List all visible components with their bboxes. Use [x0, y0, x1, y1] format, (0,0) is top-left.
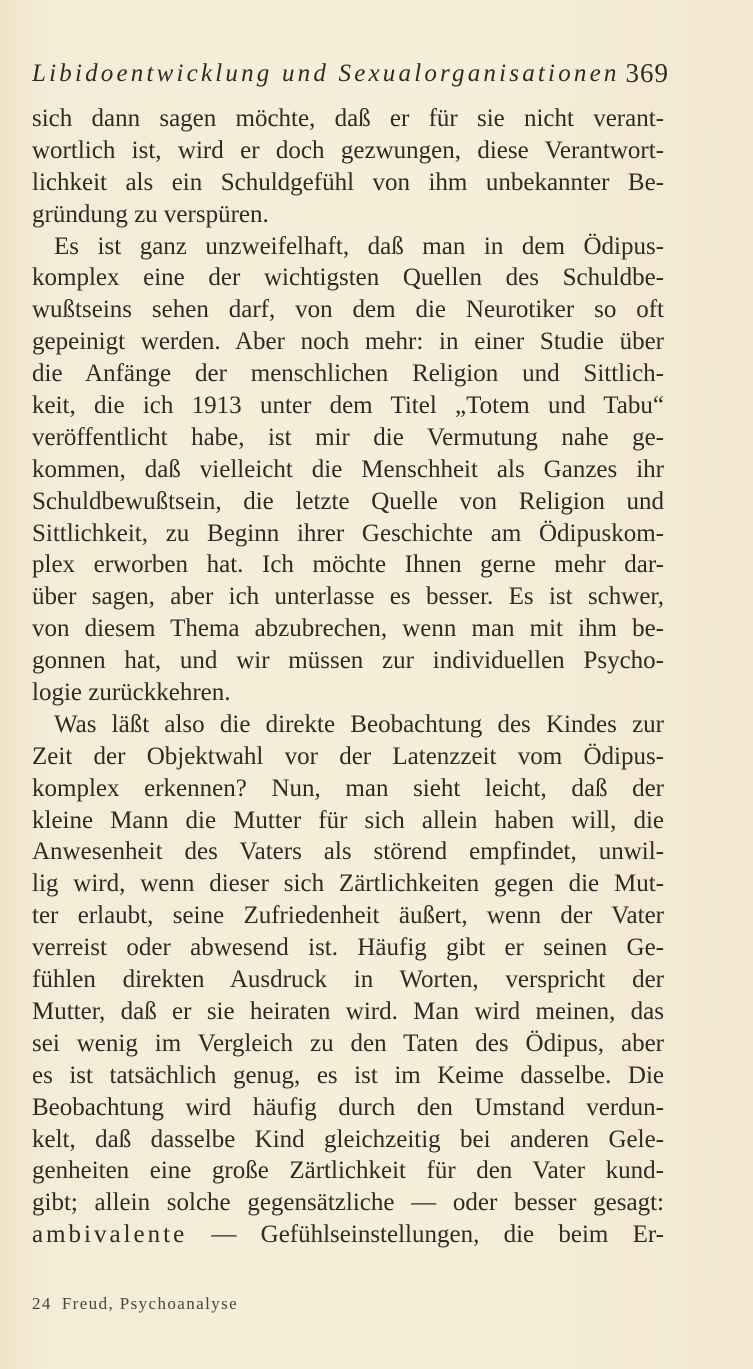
text-line: genheiten eine große Zärtlichkeit für den Vater kund-	[32, 1157, 664, 1185]
text-line-last	[32, 1219, 664, 1251]
text-line: es ist tatsächlich genug, es ist im Keime dasselbe. Die	[32, 1061, 664, 1089]
text-line: Es ist ganz unzweifelhaft, daß man in dem Ödipus-	[54, 232, 664, 260]
body-text	[32, 103, 664, 1251]
text-line: wußtseins sehen darf, von dem die Neurotiker so oft	[32, 296, 664, 324]
text-line: veröffentlicht habe, ist mir die Vermutung nahe ge-	[32, 423, 664, 451]
text-line: lig wird, wenn dieser sich Zärtlichkeiten gegen die Mut-	[32, 870, 664, 898]
emphasized-term: ambivalente	[32, 1221, 188, 1249]
text-line: von diesem Thema abzubrechen, wenn man mit ihm be-	[32, 615, 664, 643]
text-line: über sagen, aber ich unterlasse es besser. Es ist schwer,	[32, 583, 664, 611]
text-line: logie zurückkehren.	[32, 679, 231, 707]
signature-footer	[32, 1294, 238, 1314]
text-line: wortlich ist, wird er doch gezwungen, diese Verantwort-	[32, 136, 664, 164]
text-line: gibt; allein solche gegensätzliche — oder besser gesagt:	[32, 1189, 664, 1217]
text-line: ter erlaubt, seine Zufriedenheit äußert, wenn der Vater	[32, 902, 664, 930]
running-title: Libidoentwicklung und Sexualorganisationen	[32, 60, 620, 87]
footer-text: Freud, Psychoanalyse	[61, 1294, 239, 1313]
text-line: keit, die ich 1913 unter dem Titel „Totem und Tabu“	[32, 392, 664, 420]
text-line: kelt, daß dasselbe Kind gleichzeitig bei anderen Gele-	[32, 1125, 664, 1153]
text-line: plex erworben hat. Ich möchte Ihnen gerne mehr dar-	[32, 551, 664, 579]
text-line: sei wenig im Vergleich zu den Taten des Ödipus, aber	[32, 1029, 664, 1057]
text-line: Zeit der Objektwahl vor der Latenzzeit vom Ödipus-	[32, 742, 664, 770]
text-line: lichkeit als ein Schuldgefühl von ihm unbekannter Be-	[32, 168, 664, 196]
text-line: Schuldbewußtsein, die letzte Quelle von Religion und	[32, 487, 664, 515]
text-line: kommen, daß vielleicht die Menschheit als Ganzes ihr	[32, 455, 664, 483]
text-line: Anwesenheit des Vaters als störend empfindet, unwil-	[32, 838, 664, 866]
text-line-rest: — Gefühlseinstellungen, die beim Er-	[187, 1221, 664, 1249]
text-line: gonnen hat, und wir müssen zur individuellen Psycho-	[32, 647, 664, 675]
text-line: Was läßt also die direkte Beobachtung des Kindes zur	[54, 710, 664, 738]
text-line: gepeinigt werden. Aber noch mehr: in einer Studie über	[32, 328, 664, 356]
page-number: 369	[625, 58, 669, 88]
text-line: kleine Mann die Mutter für sich allein haben will, die	[32, 806, 664, 834]
text-line: sich dann sagen möchte, daß er für sie nicht verant-	[32, 105, 664, 132]
signature-mark: 24	[32, 1294, 52, 1313]
text-line: Beobachtung wird häufig durch den Umstand verdun-	[32, 1093, 664, 1121]
text-line: Mutter, daß er sie heiraten wird. Man wird meinen, das	[32, 997, 664, 1025]
text-line: fühlen direkten Ausdruck in Worten, verspricht der	[32, 966, 664, 994]
text-line: komplex erkennen? Nun, man sieht leicht, daß der	[32, 774, 664, 802]
text-line: Sittlichkeit, zu Beginn ihrer Geschichte am Ödipuskom-	[32, 519, 664, 547]
text-line: verreist oder abwesend ist. Häufig gibt er seinen Ge-	[32, 934, 664, 962]
text-line: die Anfänge der menschlichen Religion und Sittlich-	[32, 360, 664, 388]
text-line: komplex eine der wichtigsten Quellen des Schuldbe-	[32, 264, 664, 292]
text-line: gründung zu verspüren.	[32, 200, 269, 228]
